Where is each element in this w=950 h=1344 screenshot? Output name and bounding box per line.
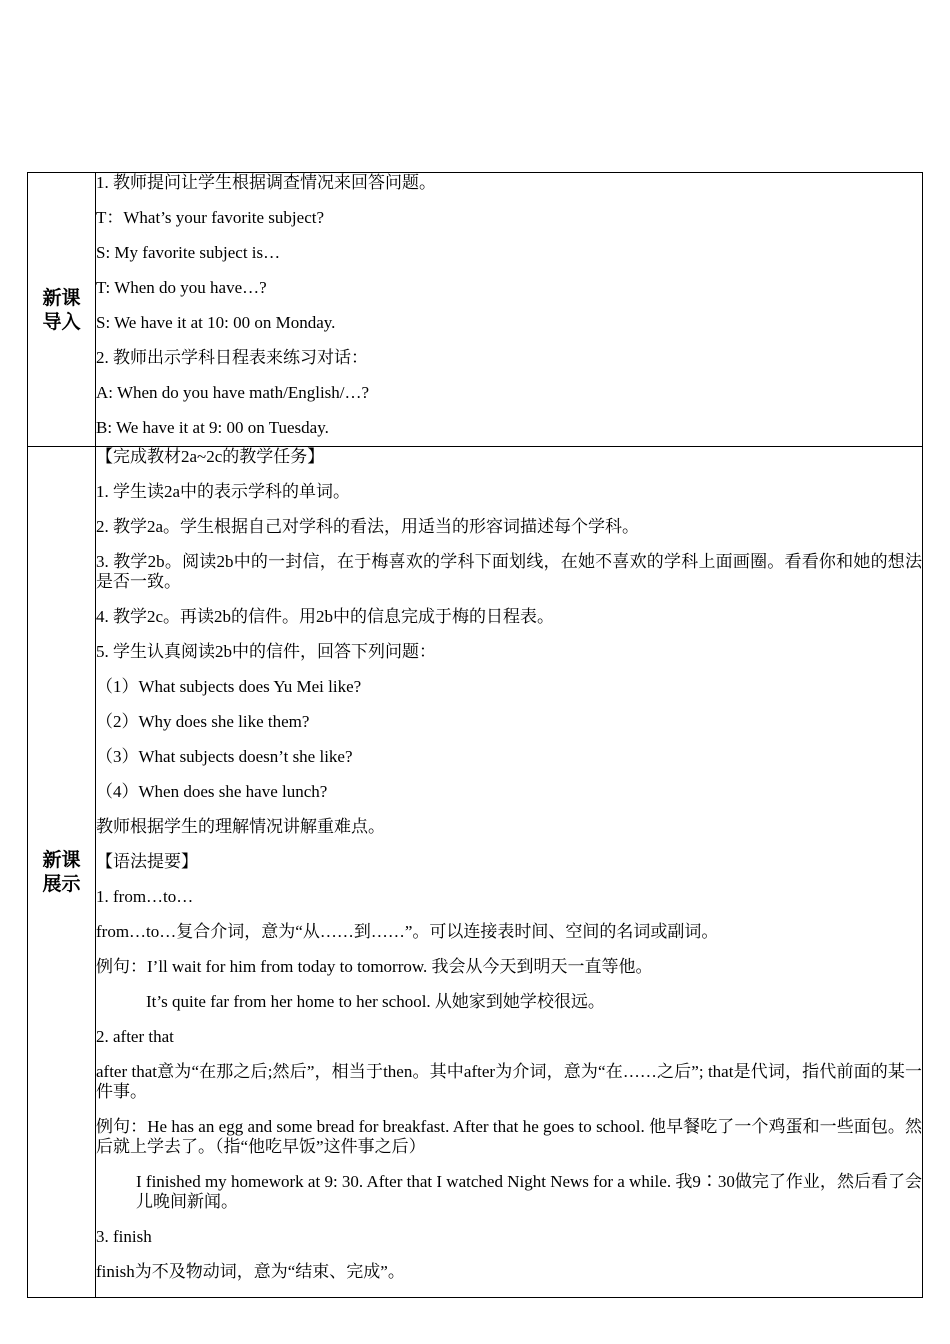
content-line: from…to…复合介词，意为“从……到……”。可以连接表时间、空间的名词或副词。 <box>96 922 719 941</box>
content-line: 2. 教学2a。学生根据自己对学科的看法，用适当的形容词描述每个学科。 <box>96 517 640 536</box>
section-label-line2: 导入 <box>42 310 81 333</box>
content-line: 4. 教学2c。再读2b的信件。用2b中的信息完成于梅的日程表。 <box>96 607 555 626</box>
section-content <box>96 173 923 447</box>
content-line: 1. 教师提问让学生根据调查情况来回答问题。 <box>96 173 436 192</box>
section-label-cell <box>28 447 96 1298</box>
content-line: S: We have it at 10: 00 on Monday. <box>96 313 336 332</box>
content-line: finish为不及物动词，意为“结束、完成”。 <box>96 1262 405 1281</box>
section-label-line1: 新课 <box>42 849 81 871</box>
content-line: 2. 教师出示学科日程表来练习对话： <box>96 348 368 367</box>
section-content <box>96 447 923 1298</box>
grammar-item-title: 1. from…to… <box>96 887 194 906</box>
grammar-item-title: 2. after that <box>96 1027 174 1046</box>
example-line: It’s quite far from her home to her school. 从她家到她学校很远。 <box>146 992 605 1011</box>
content-line: 1. 学生读2a中的表示学科的单词。 <box>96 482 351 501</box>
content-line: T：What’s your favorite subject? <box>96 208 325 227</box>
lesson-row-presentation <box>28 447 923 1298</box>
lesson-row-intro <box>28 173 923 447</box>
task-heading: 【完成教材2a~2c的教学任务】 <box>96 447 325 466</box>
content-line: T: When do you have…? <box>96 278 267 297</box>
content-line: 3. 教学2b。阅读2b中的一封信，在于梅喜欢的学科下面划线，在她不喜欢的学科上面画圈。看看你和她的想法是否一致。 <box>96 552 922 591</box>
section-label-line1: 新课 <box>42 286 81 309</box>
grammar-item-title: 3. finish <box>96 1227 152 1246</box>
question-line: （2）Why does she like them? <box>96 712 310 731</box>
content-line: 教师根据学生的理解情况讲解重难点。 <box>96 817 385 836</box>
example-line: 例句：I’ll wait for him from today to tomorrow. 我会从今天到明天一直等他。 <box>96 957 653 976</box>
content-line: A: When do you have math/English/…? <box>96 383 370 402</box>
content-line: 5. 学生认真阅读2b中的信件，回答下列问题： <box>96 642 436 661</box>
grammar-heading: 【语法提要】 <box>96 852 198 871</box>
question-line: （1）What subjects does Yu Mei like? <box>96 677 362 696</box>
section-label-cell <box>28 173 96 447</box>
question-line: （3）What subjects doesn’t she like? <box>96 747 353 766</box>
example-line: I finished my homework at 9: 30. After that I watched Night News for a while. 我9∶30做完了作业，然后看了会儿晚间新闻。 <box>136 1172 922 1211</box>
example-line: 例句：He has an egg and some bread for breakfast. After that he goes to school. 他早餐吃了一个鸡蛋和一些面包。然后就上学去了。（指“他吃早饭”这件事之后） <box>96 1117 922 1156</box>
content-line: S: My favorite subject is… <box>96 243 281 262</box>
content-line: after that意为“在那之后;然后”，相当于then。其中after为介词，意为“在……之后”; that是代词，指代前面的某一件事。 <box>96 1062 922 1101</box>
lesson-plan-table <box>27 172 923 1298</box>
section-label-line2: 展示 <box>42 873 81 895</box>
content-line: B: We have it at 9: 00 on Tuesday. <box>96 418 329 437</box>
question-line: （4）When does she have lunch? <box>96 782 328 801</box>
